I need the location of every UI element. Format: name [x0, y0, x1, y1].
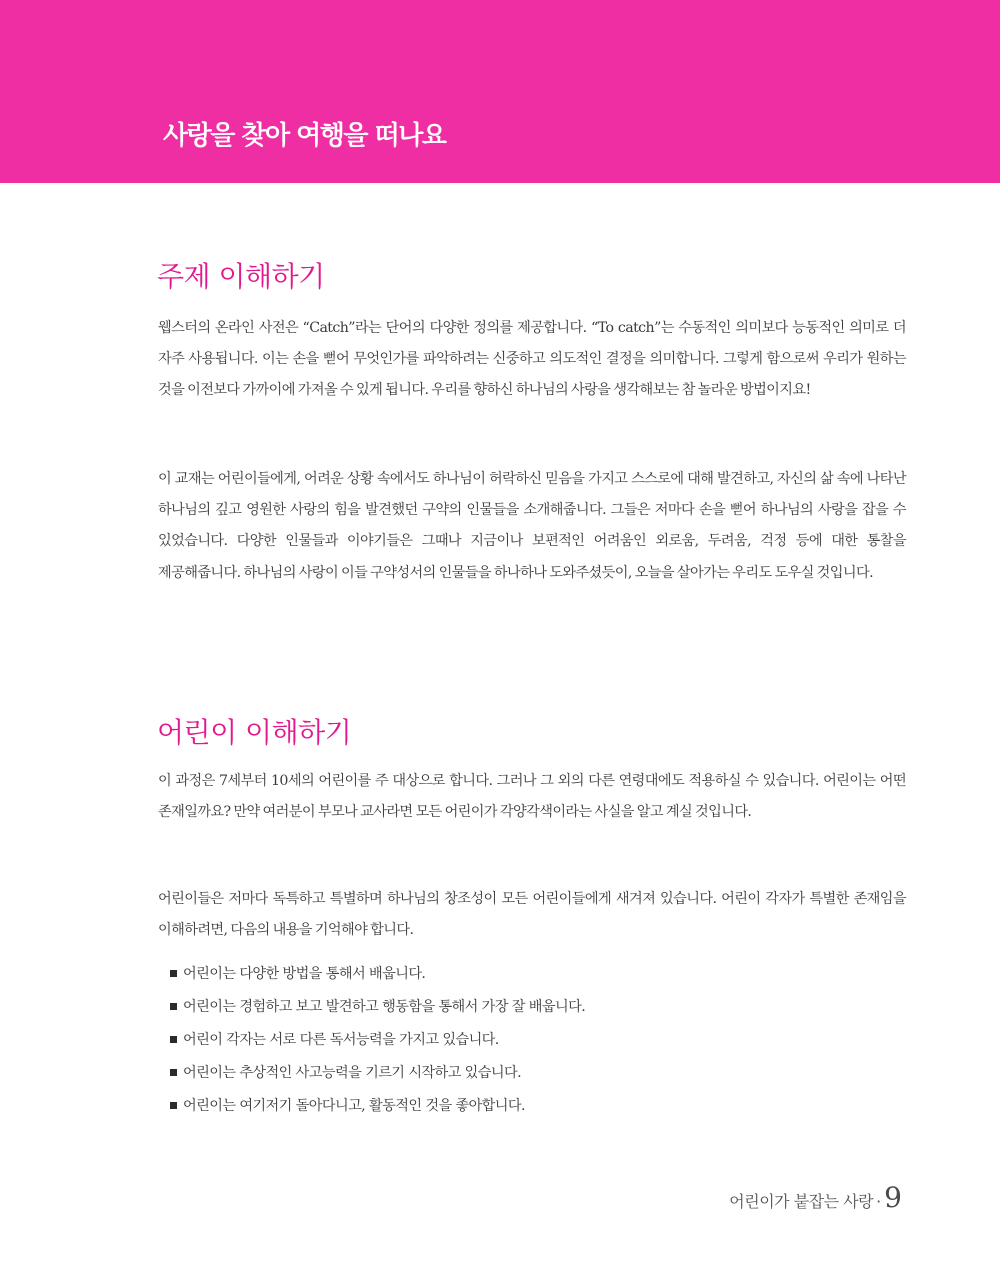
- square-bullet-icon: [170, 1036, 177, 1043]
- page-number: 9: [884, 1181, 902, 1214]
- section-heading-theme: 주제 이해하기: [157, 260, 325, 293]
- section-heading-children: 어린이 이해하기: [157, 716, 352, 749]
- list-item: [170, 1090, 890, 1123]
- list-item: [170, 1057, 890, 1090]
- chapter-title: 사랑을 찾아 여행을 떠나요: [163, 121, 446, 151]
- theme-paragraph-2: 이 교재는 어린이들에게, 어려운 상황 속에서도 하나님이 허락하신 믿음을 가지고 스스로에 대해 발견하고, 자신의 삶 속에 나타난 하나님의 깊고 영원한 사랑의 힘을 발견했던 구약의 인물들을 소개해줍니다. 그들은 저마다 손을 뻗어 하나님의 사랑을 잡을 수 있었습니다. 다양한 인물들과 이야기들은 그때나 지금이나 보편적인 어려움인 외로움, 두려움, 걱정 등에 대한 통찰을 제공해줍니다. 하나님의 사랑이 이들 구약성서의 인물들을 하나하나 도와주셨듯이, 오늘을 살아가는 우리도 도우실 것입니다.: [158, 471, 906, 581]
- children-bullet-list: [170, 958, 890, 1123]
- list-item-text: 어린이 각자는 서로 다른 독서능력을 가지고 있습니다.: [183, 1032, 499, 1048]
- list-item: [170, 991, 890, 1024]
- footer-book-title: 어린이가 붙잡는 사랑: [729, 1192, 874, 1211]
- page-footer: [729, 1181, 902, 1221]
- header-banner: [0, 0, 1000, 183]
- square-bullet-icon: [170, 970, 177, 977]
- list-item-text: 어린이는 추상적인 사고능력을 기르기 시작하고 있습니다.: [183, 1065, 521, 1081]
- list-item-text: 어린이는 다양한 방법을 통해서 배웁니다.: [183, 966, 426, 982]
- theme-paragraph-1: 웹스터의 온라인 사전은 “Catch”라는 단어의 다양한 정의를 제공합니다. “To catch”는 수동적인 의미보다 능동적인 의미로 더 자주 사용됩니다. 이는 손을 뻗어 무엇인가를 파악하려는 신중하고 의도적인 결정을 의미합니다. 그렇게 함으로써 우리가 원하는 것을 이전보다 가까이에 가져올 수 있게 됩니다. 우리를 향하신 하나님의 사랑을 생각해보는 참 놀라운 방법이지요!: [158, 320, 906, 399]
- list-item-text: 어린이는 여기저기 돌아다니고, 활동적인 것을 좋아합니다.: [183, 1098, 525, 1114]
- square-bullet-icon: [170, 1102, 177, 1109]
- list-item-text: 어린이는 경험하고 보고 발견하고 행동함을 통해서 가장 잘 배웁니다.: [183, 999, 586, 1015]
- square-bullet-icon: [170, 1069, 177, 1076]
- list-item: [170, 958, 890, 991]
- list-item: [170, 1024, 890, 1057]
- children-paragraph-1: 이 과정은 7세부터 10세의 어린이를 주 대상으로 합니다. 그러나 그 외의 다른 연령대에도 적용하실 수 있습니다. 어린이는 어떤 존재일까요? 만약 여러분이 부모나 교사라면 모든 어린이가 각양각색이라는 사실을 알고 계실 것입니다.: [158, 773, 906, 821]
- square-bullet-icon: [170, 1003, 177, 1010]
- footer-separator: ·: [876, 1192, 882, 1211]
- children-paragraph-2: 어린이들은 저마다 독특하고 특별하며 하나님의 창조성이 모든 어린이들에게 새겨져 있습니다. 어린이 각자가 특별한 존재임을 이해하려면, 다음의 내용을 기억해야 합니다.: [158, 891, 906, 939]
